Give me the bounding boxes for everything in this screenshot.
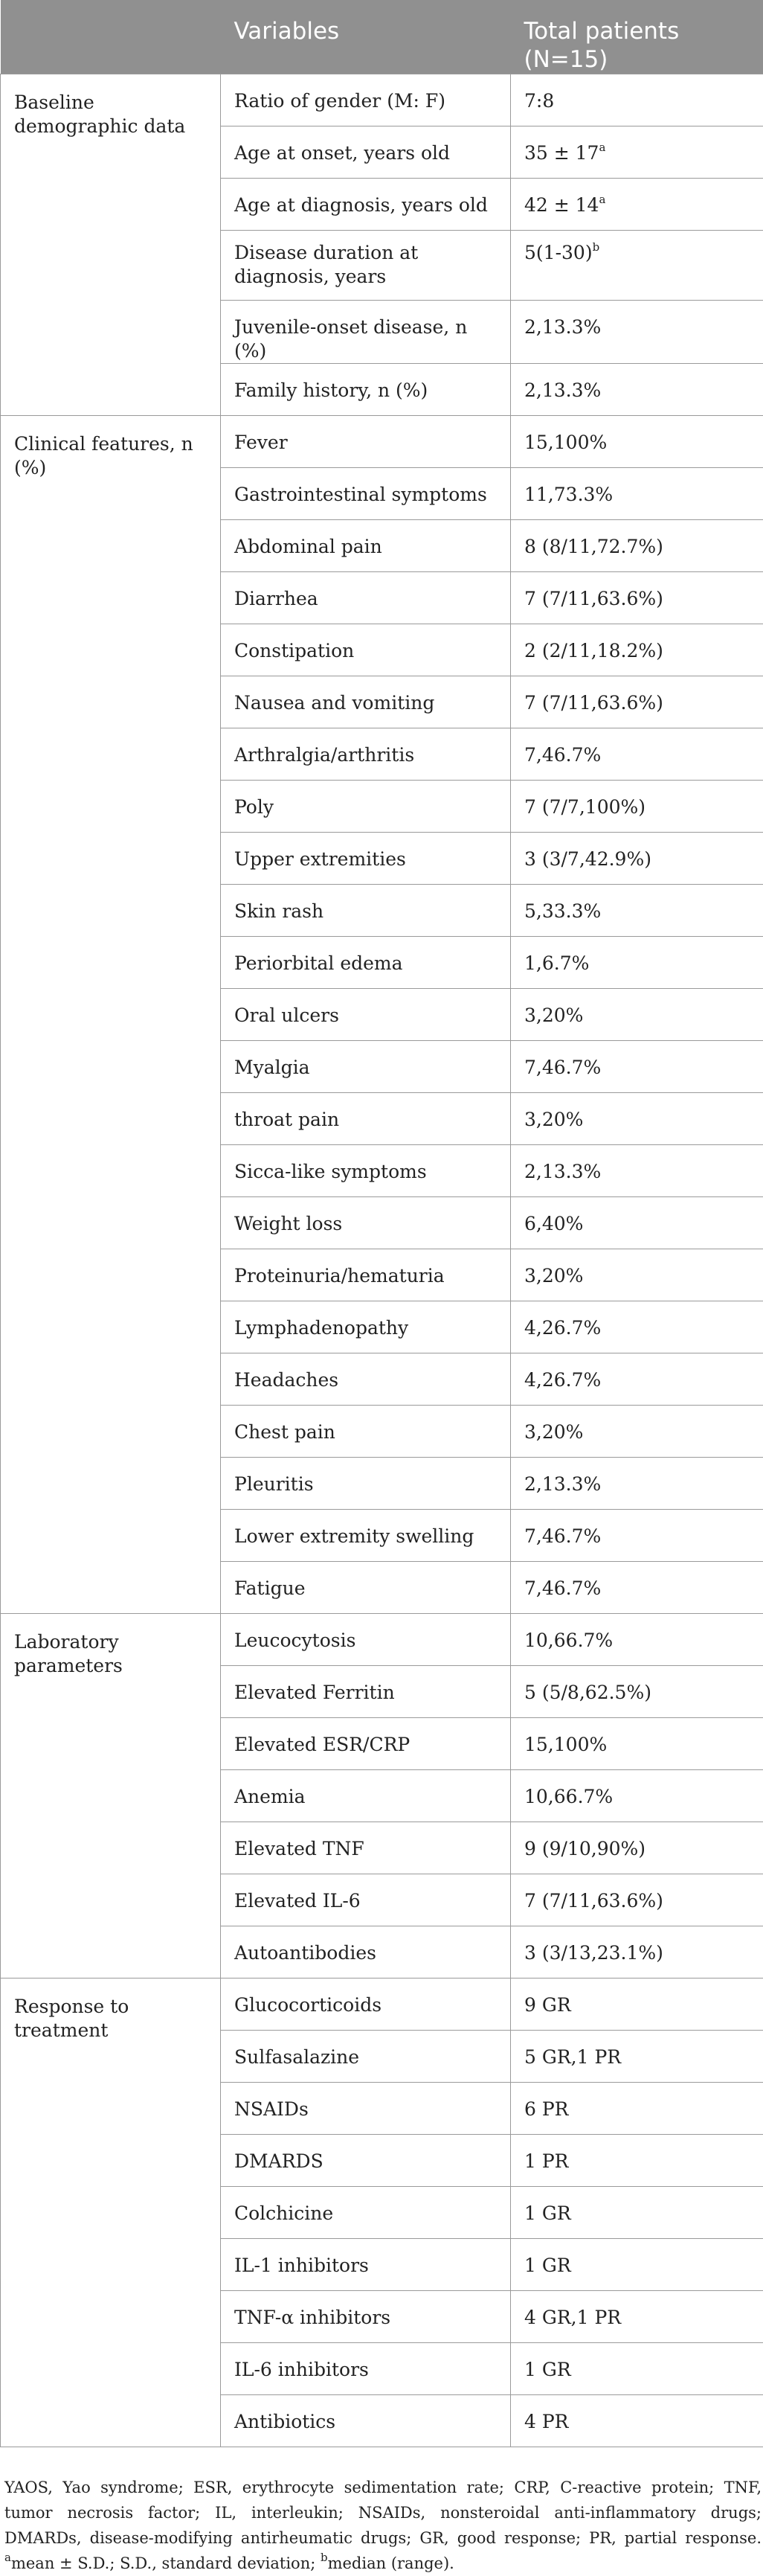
value-cell <box>511 179 763 231</box>
value-cell <box>511 1353 763 1406</box>
value-cell <box>511 572 763 624</box>
value-text: 11,73.3% <box>524 484 613 505</box>
value-cell <box>511 1979 763 2031</box>
variable-cell: Leucocytosis <box>221 1614 511 1666</box>
variable-cell: Myalgia <box>221 1041 511 1093</box>
value-text: 7,46.7% <box>524 1057 601 1078</box>
variable-cell: Elevated Ferritin <box>221 1666 511 1718</box>
variable-cell: Periorbital edema <box>221 937 511 989</box>
value-text: 5(1-30) <box>524 242 593 263</box>
value-cell <box>511 937 763 989</box>
value-text: 2,13.3% <box>524 316 601 338</box>
value-cell <box>511 1510 763 1562</box>
value-text: 2,13.3% <box>524 379 601 401</box>
value-text: 6,40% <box>524 1213 583 1234</box>
variable-cell: Weight loss <box>221 1197 511 1249</box>
variable-cell: Ratio of gender (M: F) <box>221 74 511 126</box>
value-cell <box>511 1562 763 1614</box>
variable-cell: Age at onset, years old <box>221 126 511 179</box>
category-cell: Laboratory parameters <box>1 1614 221 1979</box>
value-cell <box>511 885 763 937</box>
value-text: 3 (3/7,42.9%) <box>524 848 651 870</box>
value-text: 7:8 <box>524 90 554 112</box>
value-cell <box>511 301 763 364</box>
value-cell <box>511 1666 763 1718</box>
value-cell <box>511 2135 763 2187</box>
table-header <box>1 0 763 74</box>
variable-cell: Arthralgia/arthritis <box>221 728 511 781</box>
variable-cell: Anemia <box>221 1770 511 1822</box>
value-cell <box>511 520 763 572</box>
value-text: 5 (5/8,62.5%) <box>524 1682 651 1703</box>
value-text: 5 GR,1 PR <box>524 2046 621 2068</box>
value-cell <box>511 1614 763 1666</box>
value-text: 1,6.7% <box>524 952 589 974</box>
value-text: 1 GR <box>524 2202 571 2224</box>
value-cell <box>511 1770 763 1822</box>
table-row <box>1 74 763 126</box>
value-superscript: a <box>599 193 605 206</box>
variables-header: Variables <box>221 0 511 74</box>
value-text: 15,100% <box>524 432 607 453</box>
header-row <box>1 0 763 74</box>
total-patients-header: Total patients (N=15) <box>511 0 763 74</box>
value-cell <box>511 416 763 468</box>
value-text: 4,26.7% <box>524 1317 601 1339</box>
value-text: 3,20% <box>524 1005 583 1026</box>
value-cell <box>511 2083 763 2135</box>
variable-cell: Sulfasalazine <box>221 2031 511 2083</box>
category-cell: Baseline demographic data <box>1 74 221 416</box>
value-text: 9 GR <box>524 1994 571 2016</box>
variable-cell: Family history, n (%) <box>221 364 511 416</box>
value-cell <box>511 2031 763 2083</box>
table-footnote <box>4 2475 762 2576</box>
variable-cell: Gastrointestinal symptoms <box>221 468 511 520</box>
variable-cell: Fatigue <box>221 1562 511 1614</box>
value-cell <box>511 676 763 728</box>
footnote-note-b: median (range). <box>328 2554 454 2572</box>
value-text: 5,33.3% <box>524 900 601 922</box>
variable-cell: Lymphadenopathy <box>221 1301 511 1353</box>
value-cell <box>511 1301 763 1353</box>
value-cell <box>511 1926 763 1979</box>
variable-cell: Elevated TNF <box>221 1822 511 1874</box>
variable-cell: NSAIDs <box>221 2083 511 2135</box>
value-text: 7 (7/11,63.6%) <box>524 588 663 609</box>
value-text: 6 PR <box>524 2098 569 2120</box>
value-cell <box>511 1249 763 1301</box>
variable-cell: Fever <box>221 416 511 468</box>
value-text: 8 (8/11,72.7%) <box>524 536 663 557</box>
variable-cell: Lower extremity swelling <box>221 1510 511 1562</box>
value-text: 7 (7/7,100%) <box>524 796 646 818</box>
value-cell <box>511 2343 763 2395</box>
variable-cell: Abdominal pain <box>221 520 511 572</box>
value-text: 1 PR <box>524 2150 569 2172</box>
category-header <box>1 0 221 74</box>
variable-cell: Skin rash <box>221 885 511 937</box>
value-cell <box>511 989 763 1041</box>
value-cell <box>511 2291 763 2343</box>
value-cell <box>511 624 763 676</box>
variable-cell: Sicca-like symptoms <box>221 1145 511 1197</box>
variable-cell: Antibiotics <box>221 2395 511 2447</box>
value-cell <box>511 781 763 833</box>
value-text: 2,13.3% <box>524 1473 601 1495</box>
value-text: 3,20% <box>524 1421 583 1443</box>
value-cell <box>511 2239 763 2291</box>
variable-cell: Poly <box>221 781 511 833</box>
variable-cell: Nausea and vomiting <box>221 676 511 728</box>
category-cell: Response to treatment <box>1 1979 221 2447</box>
value-text: 2 (2/11,18.2%) <box>524 640 663 661</box>
value-text: 1 GR <box>524 2359 571 2380</box>
table-body <box>1 74 763 2447</box>
value-cell <box>511 1718 763 1770</box>
value-text: 42 ± 14 <box>524 194 599 216</box>
variable-cell: IL-6 inhibitors <box>221 2343 511 2395</box>
value-text: 7,46.7% <box>524 1525 601 1547</box>
value-text: 7,46.7% <box>524 1577 601 1599</box>
value-text: 15,100% <box>524 1734 607 1755</box>
value-text: 4 GR,1 PR <box>524 2307 621 2328</box>
value-text: 7 (7/11,63.6%) <box>524 692 663 714</box>
value-text: 4,26.7% <box>524 1369 601 1391</box>
variable-cell: Diarrhea <box>221 572 511 624</box>
variable-cell: Disease duration at diagnosis, years <box>221 231 511 301</box>
variable-cell: Proteinuria/hematuria <box>221 1249 511 1301</box>
value-cell <box>511 728 763 781</box>
table-row <box>1 1979 763 2031</box>
footnote-sup-a: a <box>4 2551 11 2564</box>
value-text: 4 PR <box>524 2411 569 2432</box>
value-superscript: b <box>593 240 600 254</box>
value-cell <box>511 1197 763 1249</box>
variable-cell: Autoantibodies <box>221 1926 511 1979</box>
value-cell <box>511 2187 763 2239</box>
variable-cell: Glucocorticoids <box>221 1979 511 2031</box>
value-text: 7,46.7% <box>524 744 601 766</box>
value-text: 10,66.7% <box>524 1630 613 1651</box>
value-text: 7 (7/11,63.6%) <box>524 1890 663 1912</box>
value-text: 35 ± 17 <box>524 142 599 164</box>
value-text: 3,20% <box>524 1265 583 1287</box>
value-text: 10,66.7% <box>524 1786 613 1807</box>
value-cell <box>511 1458 763 1510</box>
value-text: 9 (9/10,90%) <box>524 1838 646 1859</box>
table-row <box>1 416 763 468</box>
value-text: 1 GR <box>524 2255 571 2276</box>
footnote-text: YAOS, Yao syndrome; ESR, erythrocyte sedimentation rate; CRP, C-reactive protein; TNF, tumor necrosis factor; IL, interleukin; NSAIDs, nonsteroidal anti-inflammatory drugs; DMARDs, disease-modifying antirheumatic drugs; GR, good response; PR, partial response. <box>4 2479 762 2547</box>
category-cell: Clinical features, n (%) <box>1 416 221 1614</box>
variable-cell: Juvenile-onset disease, n (%) <box>221 301 511 364</box>
value-cell <box>511 364 763 416</box>
table-row <box>1 1614 763 1666</box>
value-cell <box>511 231 763 301</box>
variable-cell: Age at diagnosis, years old <box>221 179 511 231</box>
value-cell <box>511 1874 763 1926</box>
variable-cell: Upper extremities <box>221 833 511 885</box>
variable-cell: IL-1 inhibitors <box>221 2239 511 2291</box>
variable-cell: Oral ulcers <box>221 989 511 1041</box>
variable-cell: Headaches <box>221 1353 511 1406</box>
footnote-note-a: mean ± S.D.; S.D., standard deviation; <box>11 2554 315 2572</box>
value-text: 3,20% <box>524 1109 583 1130</box>
value-cell <box>511 1041 763 1093</box>
variable-cell: Constipation <box>221 624 511 676</box>
variable-cell: Colchicine <box>221 2187 511 2239</box>
value-text: 2,13.3% <box>524 1161 601 1182</box>
value-cell <box>511 468 763 520</box>
variable-cell: Elevated IL-6 <box>221 1874 511 1926</box>
variable-cell: DMARDS <box>221 2135 511 2187</box>
value-cell <box>511 1145 763 1197</box>
variable-cell: Chest pain <box>221 1406 511 1458</box>
footnote-sup-b: b <box>321 2551 328 2564</box>
value-cell <box>511 1406 763 1458</box>
variable-cell: Elevated ESR/CRP <box>221 1718 511 1770</box>
value-cell <box>511 74 763 126</box>
value-text: 3 (3/13,23.1%) <box>524 1942 663 1964</box>
variable-cell: throat pain <box>221 1093 511 1145</box>
variable-cell: Pleuritis <box>221 1458 511 1510</box>
value-cell <box>511 1822 763 1874</box>
value-superscript: a <box>599 141 605 154</box>
value-cell <box>511 126 763 179</box>
value-cell <box>511 1093 763 1145</box>
value-cell <box>511 833 763 885</box>
value-cell <box>511 2395 763 2447</box>
variable-cell: TNF-α inhibitors <box>221 2291 511 2343</box>
